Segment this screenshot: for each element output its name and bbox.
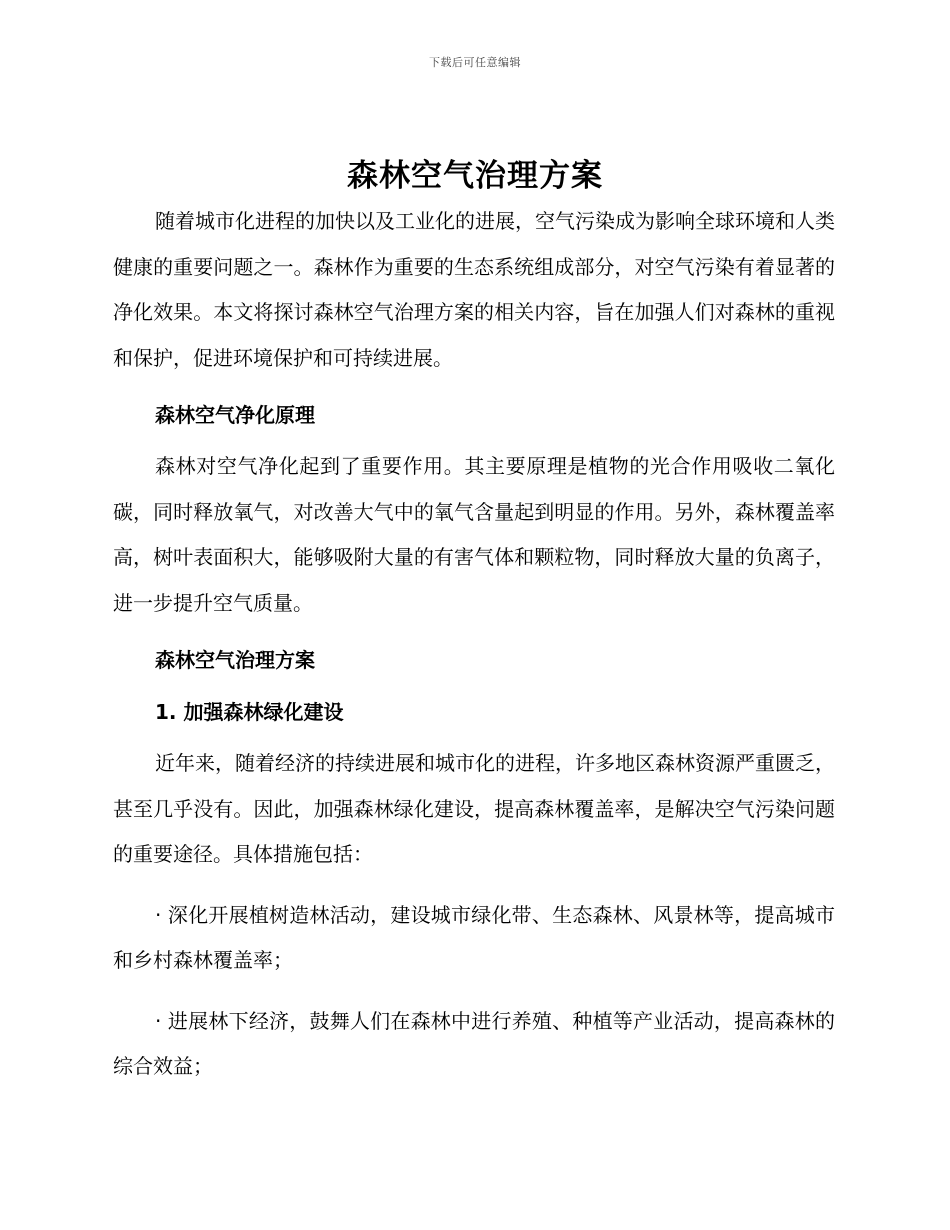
bullet-item: · 深化开展植树造林活动，建设城市绿化带、生态森林、风景林等，提高城市和乡村森林覆盖率； [113, 902, 835, 972]
intro-paragraph: 随着城市化进程的加快以及工业化的进展，空气污染成为影响全球环境和人类健康的重要问题之一。森林作为重要的生态系统组成部分，对空气污染有着显著的净化效果。本文将探讨森林空气治理方案的相关内容，旨在加强人们对森林的重视和保护，促进环境保护和可持续进展。 [113, 209, 835, 370]
section-heading-principle: 森林空气净化原理 [155, 403, 315, 427]
header-note: 下载后可任意编辑 [429, 56, 521, 69]
principle-paragraph: 森林对空气净化起到了重要作用。其主要原理是植物的光合作用吸收二氧化碳，同时释放氧气，对改善大气中的氧气含量起到明显的作用。另外，森林覆盖率高，树叶表面积大，能够吸附大量的有害气体和颗粒物，同时释放大量的负离子，进一步提升空气质量。 [113, 454, 835, 615]
subsection-heading-greening: 1. 加强森林绿化建设 [155, 700, 344, 724]
greening-paragraph: 近年来，随着经济的持续进展和城市化的进程，许多地区森林资源严重匮乏，甚至几乎没有。因此，加强森林绿化建设，提高森林覆盖率，是解决空气污染问题的重要途径。具体措施包括： [113, 751, 835, 866]
document-title: 森林空气治理方案 [347, 158, 603, 194]
section-heading-plan: 森林空气治理方案 [155, 648, 315, 672]
bullet-item: · 进展林下经济，鼓舞人们在森林中进行养殖、种植等产业活动，提高森林的综合效益； [113, 1008, 835, 1078]
document-body [113, 199, 835, 1090]
